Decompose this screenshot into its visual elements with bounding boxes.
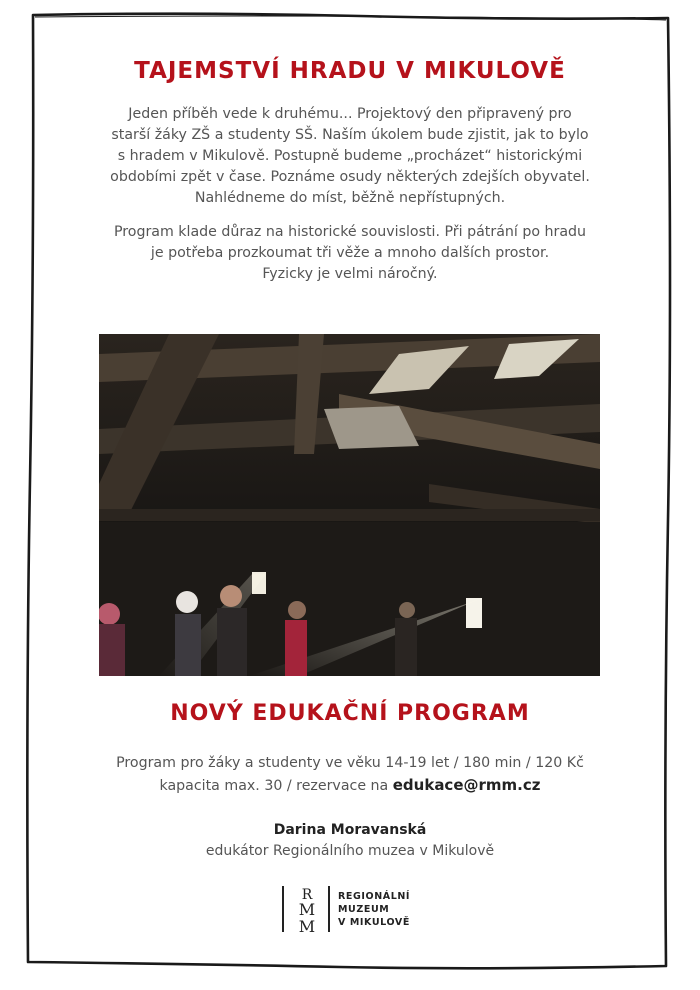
- intro-paragraph: [90, 104, 610, 209]
- program-note-line: je potřeba prozkoumat tři věže a mnoho dalších prostor.: [150, 245, 550, 261]
- contact-name: Darina Moravanská: [273, 822, 427, 838]
- main-title: TAJEMSTVÍ HRADU V MIKULOVĚ: [134, 58, 566, 84]
- contact-block: [60, 820, 640, 862]
- intro-line: obdobími zpět v čase. Poznáme osudy některých zdejších obyvatel.: [110, 169, 590, 185]
- logo-divider: [282, 886, 284, 932]
- museum-name-line: REGIONÁLNÍ: [338, 891, 411, 902]
- program-info: [60, 752, 640, 797]
- logo-divider: [328, 886, 330, 932]
- castle-attic-photo: [99, 334, 600, 676]
- intro-line: Nahlédneme do míst, běžně nepřístupných.: [194, 190, 506, 206]
- museum-name: [338, 890, 410, 929]
- program-note-paragraph: [90, 222, 610, 285]
- museum-logo: [282, 884, 432, 934]
- intro-line: starší žáky ZŠ a studenty SŠ. Naším úkolem bude zjistit, jak to bylo: [111, 127, 589, 143]
- svg-text:R: R: [301, 887, 313, 903]
- intro-line: Jeden příběh vede k druhému... Projektový den připravený pro: [128, 106, 572, 122]
- contact-role: edukátor Regionálního muzea v Mikulově: [205, 843, 495, 859]
- reservation-email-link[interactable]: edukace@rmm.cz: [392, 776, 541, 794]
- program-note-line: Fyzicky je velmi náročný.: [262, 266, 438, 282]
- rmm-monogram-icon: [290, 884, 324, 934]
- museum-name-line: V MIKULOVĚ: [338, 917, 410, 928]
- intro-line: s hradem v Mikulově. Postupně budeme „procházet“ historickými: [117, 148, 583, 164]
- program-note-line: Program klade důraz na historické souvislosti. Při pátrání po hradu: [113, 224, 587, 240]
- svg-text:M: M: [298, 917, 316, 934]
- program-details-line: Program pro žáky a studenty ve věku 14-19 let / 180 min / 120 Kč: [116, 755, 584, 771]
- museum-name-line: MUZEUM: [338, 904, 390, 915]
- svg-text:M: M: [298, 900, 316, 919]
- program-heading: NOVÝ EDUKAČNÍ PROGRAM: [170, 701, 530, 726]
- reservation-line: [60, 774, 640, 797]
- reservation-text: kapacita max. 30 / rezervace na: [159, 778, 393, 794]
